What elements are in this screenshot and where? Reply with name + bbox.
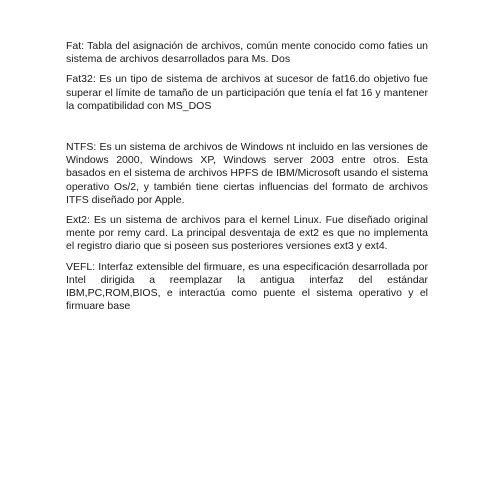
paragraph-fat: Fat: Tabla del asignación de archivos, común mente conocido como faties un sistema de archivos desarrollados para Ms. Dos: [66, 40, 428, 66]
document-page: [66, 40, 428, 320]
paragraph-vefl: VEFL: Interfaz extensible del firmuare, es una especificación desarrollada por Intel dirigida a reemplazar la antigua interfaz del estándar IBM,PC,ROM,BIOS, e interactúa como puente el sistema operativo y el firmuare base: [66, 260, 428, 313]
paragraph-fat32: Fat32: Es un tipo de sistema de archivos at sucesor de fat16.do objetivo fue superar el límite de tamaño de un participación que tenía el fat 16 y mantener la compatibilidad con MS_DOS: [66, 73, 428, 112]
paragraph-ntfs: NTFS: Es un sistema de archivos de Windows nt incluido en las versiones de Windows 2000, Windows XP, Windows server 2003 entre otros. Esta basados en el sistema de archivos HPFS de IBM/Microsoft usando el sistema operativo Os/2, y también tiene ciertas influencias del formato de archivos ITFS diseñado por Apple.: [66, 141, 428, 206]
paragraph-ext2: Ext2: Es un sistema de archivos para el kernel Linux. Fue diseñado original mente por remy card. La principal desventaja de ext2 es que no implementa el registro diario que si poseen sus posteriores versiones ext3 y ext4.: [66, 214, 428, 253]
